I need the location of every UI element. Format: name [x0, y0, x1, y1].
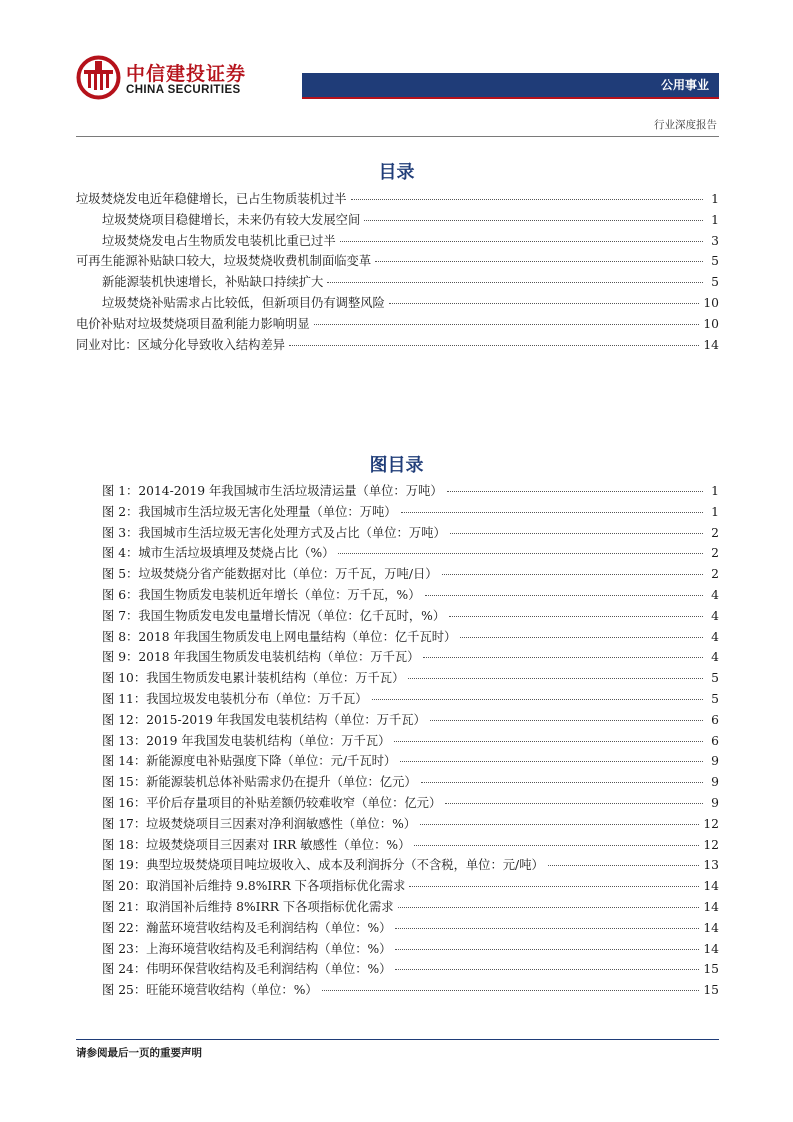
figure-toc-entry-page: 2: [711, 567, 719, 582]
toc-entry-page: 5: [711, 275, 719, 290]
dot-leader: [375, 261, 703, 262]
figure-toc-entry-page: 5: [711, 671, 719, 686]
dot-leader: [395, 928, 699, 929]
figure-toc-entry-page: 14: [703, 941, 719, 956]
figure-toc-list: [76, 481, 719, 1001]
figure-toc-entry-page: 6: [711, 712, 719, 727]
figure-toc-entry[interactable]: [76, 814, 719, 835]
toc-entry-page: 1: [711, 212, 719, 227]
figure-toc-entry-page: 4: [711, 587, 719, 602]
figure-toc-entry[interactable]: [76, 668, 719, 689]
figure-toc-entry-text: 图 22：瀚蓝环境营收结构及毛利润结构（单位：%）: [102, 920, 392, 935]
figure-toc-entry[interactable]: [76, 751, 719, 772]
figure-toc-entry-page: 1: [711, 504, 719, 519]
figure-toc-entry[interactable]: [76, 647, 719, 668]
figure-toc-entry-page: 12: [703, 837, 719, 852]
toc-title: 目录: [378, 162, 415, 183]
dot-leader: [395, 969, 699, 970]
figure-toc-entry[interactable]: [76, 959, 719, 980]
figure-toc-entry-text: 图 9：2018 年我国生物质发电装机结构（单位：万千瓦）: [102, 650, 420, 665]
figure-toc-entry-text: 图 1：2014-2019 年我国城市生活垃圾清运量（单位：万吨）: [102, 484, 443, 498]
figure-toc-entry-text: 图 7：我国生物质发电发电量增长情况（单位：亿千瓦时，%）: [102, 608, 446, 623]
figure-toc-entry-page: 9: [711, 754, 719, 769]
figure-toc-entry[interactable]: [76, 710, 719, 731]
toc-entry-text: 同业对比：区域分化导致收入结构差异: [76, 337, 286, 352]
dot-leader: [364, 220, 703, 221]
figure-toc-entry-page: 14: [703, 899, 719, 914]
figure-toc-entry[interactable]: [76, 772, 719, 793]
dot-leader: [327, 282, 703, 283]
figure-toc-entry[interactable]: [76, 502, 719, 523]
figure-toc-entry-text: 图 3：我国城市生活垃圾无害化处理方式及占比（单位：万吨）: [102, 525, 446, 540]
figure-toc-entry-text: 图 14：新能源度电补贴强度下降（单位：元/千瓦时）: [102, 754, 397, 769]
toc-entry-text: 电价补贴对垃圾焚烧项目盈利能力影响明显: [76, 316, 310, 331]
figure-toc-entry-page: 9: [711, 795, 719, 810]
dot-leader: [398, 907, 700, 908]
dot-leader: [442, 574, 703, 575]
toc-entry-page: 14: [703, 337, 719, 352]
dot-leader: [409, 886, 699, 887]
toc-entry[interactable]: [76, 251, 719, 272]
dot-leader: [340, 241, 703, 242]
dot-leader: [389, 303, 700, 304]
toc-entry-page: 5: [711, 254, 719, 269]
figure-toc-entry[interactable]: [76, 835, 719, 856]
dot-leader: [351, 199, 703, 200]
figure-toc-entry[interactable]: [76, 627, 719, 648]
toc-entry-text: 新能源装机快速增长，补贴缺口持续扩大: [102, 275, 324, 290]
figure-toc-entry-text: 图 24：伟明环保营收结构及毛利润结构（单位：%）: [102, 962, 392, 977]
figure-toc-entry[interactable]: [76, 481, 719, 502]
figure-toc-entry-page: 1: [711, 484, 719, 498]
toc-entry-text: 垃圾焚烧发电占生物质发电装机比重已过半: [102, 233, 336, 248]
figure-toc-entry-text: 图 12：2015-2019 年我国发电装机结构（单位：万千瓦）: [102, 712, 426, 727]
report-type: 行业深度报告: [654, 119, 717, 131]
figure-toc-entry[interactable]: [76, 876, 719, 897]
dot-leader: [395, 949, 699, 950]
brand-name-cn: 中信建投证券: [126, 63, 247, 85]
dot-leader: [430, 720, 703, 721]
figure-toc-entry[interactable]: [76, 855, 719, 876]
dot-leader: [548, 865, 700, 866]
dot-leader: [421, 782, 703, 783]
figure-toc-entry-text: 图 20：取消国补后维持 9.8%IRR 下各项指标优化需求: [102, 879, 406, 894]
report-header: [76, 55, 719, 105]
toc-entry[interactable]: [76, 189, 719, 210]
figure-toc-entry[interactable]: [76, 543, 719, 564]
figure-toc-entry[interactable]: [76, 606, 719, 627]
figure-toc-entry[interactable]: [76, 585, 719, 606]
toc-entry-text: 垃圾焚烧补贴需求占比较低，但新项目仍有调整风险: [102, 295, 385, 310]
toc-entry[interactable]: [76, 293, 719, 314]
figure-toc-entry-text: 图 13：2019 年我国发电装机结构（单位：万千瓦）: [102, 733, 391, 748]
figure-toc-entry-text: 图 18：垃圾焚烧项目三因素对 IRR 敏感性（单位：%）: [102, 837, 411, 852]
figure-toc-entry-text: 图 5：垃圾焚烧分省产能数据对比（单位：万千瓦，万吨/日）: [102, 567, 438, 582]
figure-toc-entry[interactable]: [76, 564, 719, 585]
figure-toc-entry[interactable]: [76, 980, 719, 1001]
dot-leader: [408, 678, 703, 679]
figure-toc-entry-text: 图 19：典型垃圾焚烧项目吨垃圾收入、成本及利润拆分（不含税，单位：元/吨）: [102, 858, 544, 873]
figure-toc-entry-page: 2: [711, 525, 719, 540]
figure-toc-entry-text: 图 21：取消国补后维持 8%IRR 下各项指标优化需求: [102, 899, 394, 914]
figure-toc-entry-text: 图 6：我国生物质发电装机近年增长（单位：万千瓦，%）: [102, 587, 421, 602]
toc-entry-text: 垃圾焚烧项目稳健增长，未来仍有较大发展空间: [102, 212, 361, 227]
dot-leader: [449, 616, 703, 617]
figure-toc-entry-text: 图 16：平价后存量项目的补贴差额仍较难收窄（单位：亿元）: [102, 795, 442, 810]
dot-leader: [400, 761, 703, 762]
dot-leader: [445, 803, 703, 804]
figure-toc-entry[interactable]: [76, 918, 719, 939]
figure-toc-entry-page: 14: [703, 879, 719, 894]
figure-toc-entry[interactable]: [76, 523, 719, 544]
figure-toc-entry-text: 图 8：2018 年我国生物质发电上网电量结构（单位：亿千瓦时）: [102, 629, 457, 644]
figure-toc-entry-text: 图 15：新能源装机总体补贴需求仍在提升（单位：亿元）: [102, 775, 417, 790]
footer-divider: [76, 1039, 719, 1040]
dot-leader: [394, 741, 703, 742]
figure-toc-entry-text: 图 10：我国生物质发电累计装机结构（单位：万千瓦）: [102, 671, 405, 686]
toc-entry[interactable]: [76, 210, 719, 231]
toc-entry-page: 10: [703, 295, 719, 310]
figure-toc-entry-page: 12: [703, 816, 719, 831]
dot-leader: [420, 824, 699, 825]
figure-toc-title: 图目录: [369, 455, 424, 476]
sector-bar: [302, 73, 719, 99]
figure-toc-entry-page: 2: [711, 546, 719, 561]
dot-leader: [314, 324, 700, 325]
figure-toc-entry-page: 13: [703, 858, 719, 873]
brand-name-en: CHINA SECURITIES: [126, 84, 241, 96]
figure-toc-entry-page: 5: [711, 691, 719, 706]
toc-entry[interactable]: [76, 335, 719, 356]
toc-entry-page: 1: [711, 192, 719, 206]
toc-entry-text: 垃圾焚烧发电近年稳健增长，已占生物质装机过半: [76, 192, 347, 206]
dot-leader: [289, 345, 699, 346]
figure-toc-entry-page: 6: [711, 733, 719, 748]
toc-entry[interactable]: [76, 231, 719, 252]
figure-toc-entry[interactable]: [76, 939, 719, 960]
dot-leader: [460, 637, 703, 638]
figure-toc-entry-page: 4: [711, 608, 719, 623]
disclaimer-note: 请参阅最后一页的重要声明: [76, 1047, 202, 1059]
figure-toc-entry-text: 图 23：上海环境营收结构及毛利润结构（单位：%）: [102, 941, 392, 956]
figure-toc-entry-page: 15: [703, 962, 719, 977]
figure-toc-entry-text: 图 17：垃圾焚烧项目三因素对净利润敏感性（单位：%）: [102, 816, 417, 831]
dot-leader: [447, 491, 703, 492]
figure-toc-entry-text: 图 11：我国垃圾发电装机分布（单位：万千瓦）: [102, 691, 368, 706]
dot-leader: [322, 990, 700, 991]
toc-entry-page: 10: [703, 316, 719, 331]
figure-toc-entry-text: 图 4：城市生活垃圾填埋及焚烧占比（%）: [102, 546, 335, 561]
figure-toc-entry-page: 9: [711, 775, 719, 790]
dot-leader: [401, 512, 703, 513]
figure-toc-entry[interactable]: [76, 793, 719, 814]
toc-entry-text: 可再生能源补贴缺口较大，垃圾焚烧收费机制面临变革: [76, 254, 372, 269]
dot-leader: [338, 553, 703, 554]
figure-toc-entry-text: 图 25：旺能环境营收结构（单位：%）: [102, 983, 318, 998]
figure-toc-entry-text: 图 2：我国城市生活垃圾无害化处理量（单位：万吨）: [102, 504, 397, 519]
dot-leader: [423, 657, 703, 658]
dot-leader: [372, 699, 704, 700]
toc-entry[interactable]: [76, 272, 719, 293]
sector-label: 公用事业: [660, 78, 709, 92]
figure-toc-entry-page: 4: [711, 650, 719, 665]
toc-entry[interactable]: [76, 314, 719, 335]
china-securities-logo-icon: [76, 55, 121, 100]
header-divider: [76, 136, 719, 137]
figure-toc-entry-page: 4: [711, 629, 719, 644]
figure-toc-entry[interactable]: [76, 897, 719, 918]
toc-list: [76, 189, 719, 355]
figure-toc-entry[interactable]: [76, 689, 719, 710]
figure-toc-entry-page: 14: [703, 920, 719, 935]
dot-leader: [425, 595, 703, 596]
toc-entry-page: 3: [711, 233, 719, 248]
dot-leader: [414, 845, 699, 846]
dot-leader: [450, 533, 703, 534]
figure-toc-entry-page: 15: [703, 983, 719, 998]
figure-toc-entry[interactable]: [76, 731, 719, 752]
